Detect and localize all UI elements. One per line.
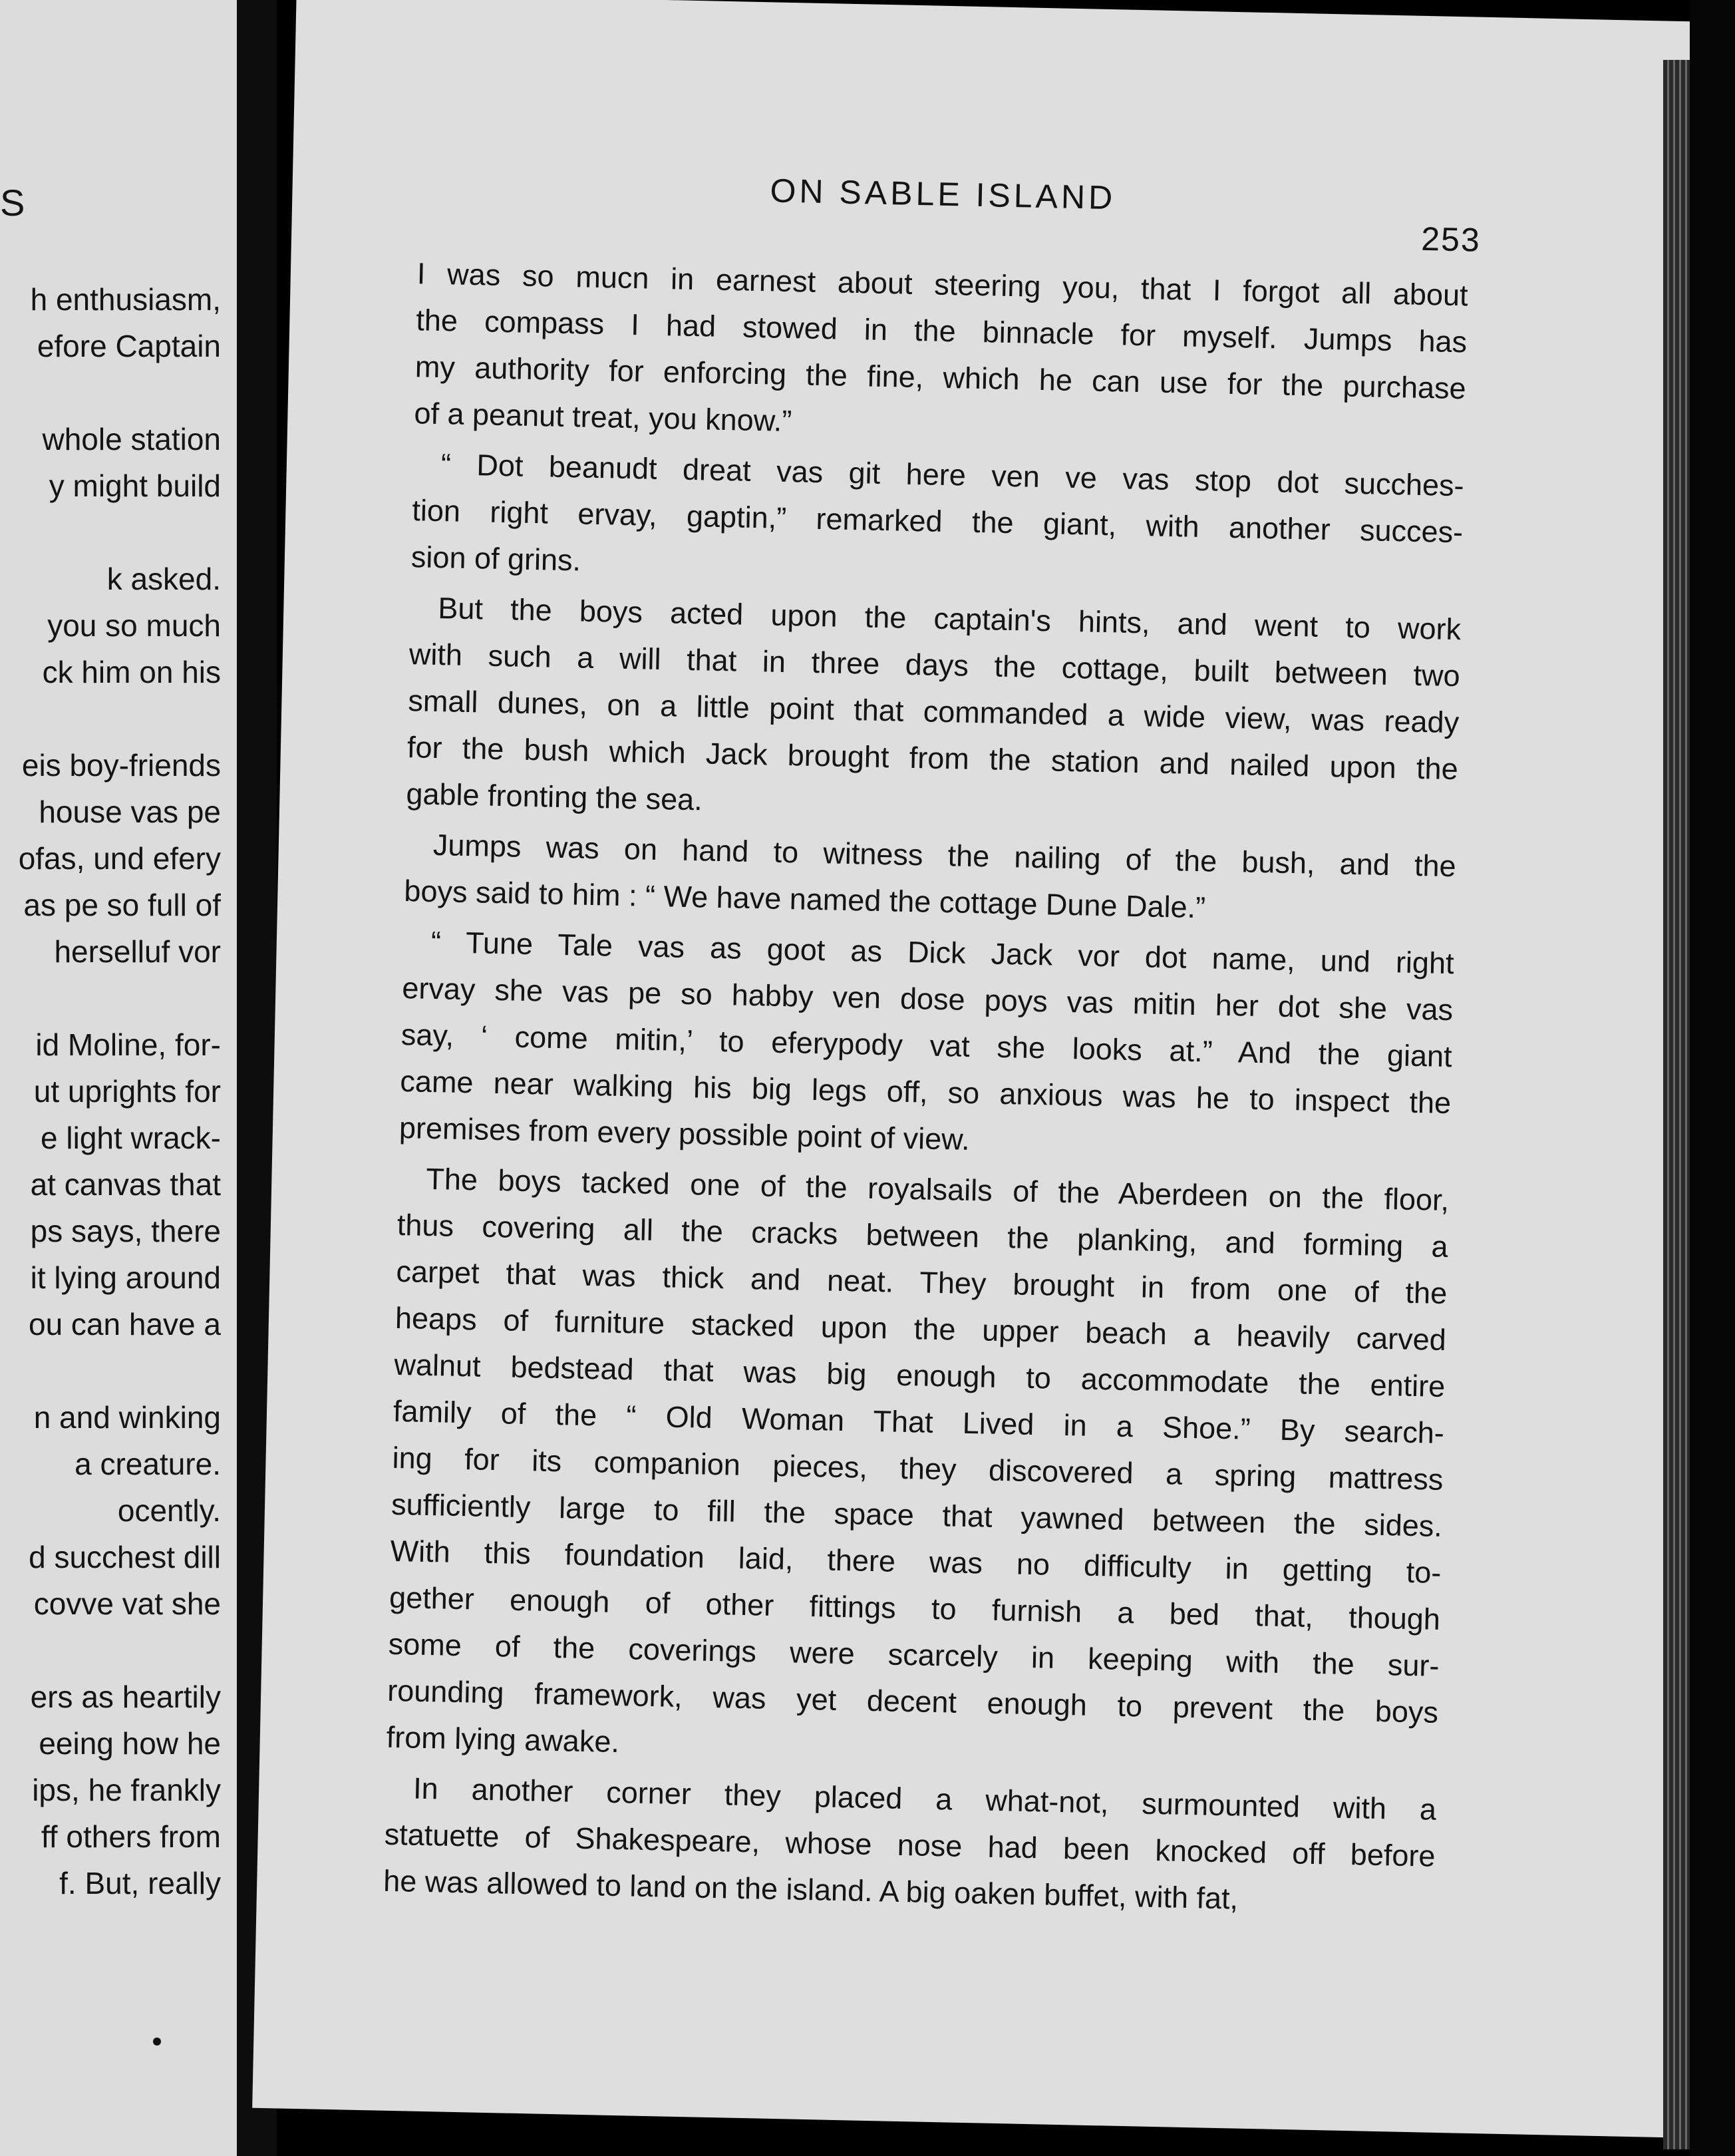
left-text-line: e light wrack- — [41, 1121, 221, 1155]
text-line: tion right ervay, gaptin,” remarked the giant, with another succes- — [411, 493, 1464, 550]
left-text-line: n and winking — [33, 1400, 221, 1435]
text-line: he was allowed to land on the island. A big oaken buffet, with fat, — [383, 1863, 1239, 1916]
body-text — [383, 250, 1469, 1926]
left-text-line: house vas pe — [39, 795, 221, 829]
text-line: carpet that was thick and neat. They brought in from one of the — [395, 1254, 1448, 1311]
text-line: boys said to him : “ We have named the cottage Dune Dale.” — [403, 874, 1206, 925]
text-line: But the boys acted upon the captain's hints, and went to work — [437, 591, 1462, 647]
text-line: ing for its companion pieces, they discovered a spring mattress — [392, 1440, 1444, 1497]
text-line: premises from every possible point of view. — [398, 1110, 971, 1157]
left-running-head-fragment: S — [0, 182, 27, 224]
text-line: small dunes, on a little point that commanded a wide view, was ready — [407, 683, 1460, 740]
left-text-line: whole station — [42, 422, 221, 456]
left-text-line: ou can have a — [28, 1307, 221, 1342]
left-text-line: ofas, und efery — [18, 841, 221, 876]
left-text-line: y might build — [49, 468, 221, 503]
text-line: gable fronting the sea. — [406, 777, 703, 817]
text-line: of a peanut treat, you know.” — [414, 396, 792, 439]
left-text-line: ck him on his — [42, 655, 221, 689]
left-text-line: as pe so full of — [23, 888, 221, 922]
left-text-line — [0, 1627, 221, 1674]
text-line: I was so mucn in earnest about steering you, that I forgot all about — [416, 256, 1469, 313]
left-text-line — [0, 369, 221, 416]
running-head: ON SABLE ISLAND — [770, 172, 1116, 217]
text-line: “ Dot beanudt dreat vas git here ven ve vas stop dot sucches- — [440, 447, 1465, 503]
left-text-line — [0, 1348, 221, 1394]
text-line: heaps of furniture stacked upon the upper beach a heavily carved — [394, 1300, 1447, 1357]
left-text-line: ocently. — [117, 1493, 221, 1528]
left-text-line: covve vat she — [33, 1586, 221, 1621]
left-text-line: herselluf vor — [54, 934, 221, 969]
left-text-line: efore Captain — [37, 329, 221, 363]
left-text-line: a creature. — [75, 1447, 221, 1481]
left-text-line: h enthusiasm, — [30, 282, 221, 317]
ink-spot — [153, 2038, 161, 2046]
text-line: my authority for enforcing the fine, which he can use for the purchase — [414, 349, 1467, 406]
left-text-line: ff others from — [41, 1819, 221, 1854]
left-text-line — [0, 509, 221, 556]
text-line: say, ‘ come mitin,’ to eferypody vat she looks at.” And the giant — [400, 1017, 1453, 1074]
text-line: the compass I had stowed in the binnacle for myself. Jumps has — [415, 303, 1468, 359]
text-line: walnut bedstead that was big enough to accommodate the entire — [394, 1347, 1446, 1403]
text-line: sufficiently large to fill the space that yawned between the sides. — [391, 1487, 1443, 1543]
left-text-line: eeing how he — [39, 1726, 221, 1761]
text-line: ervay she vas pe so habby ven dose poys vas mitin her dot she vas — [401, 971, 1454, 1027]
text-line: family of the “ Old Woman That Lived in a Shoe.” By search- — [393, 1393, 1445, 1450]
left-text-line — [0, 695, 221, 742]
text-line: With this foundation laid, there was no difficulty in getting to- — [390, 1533, 1442, 1590]
left-page-fragment — [0, 0, 246, 2156]
text-line: with such a will that in three days the cottage, built between two — [408, 637, 1461, 693]
page-number: 253 — [1420, 220, 1482, 259]
text-line: The boys tacked one of the royalsails of the Aberdeen on the floor, — [425, 1161, 1450, 1218]
text-line: came near walking his big legs off, so anxious was he to inspect the — [399, 1063, 1452, 1121]
text-line: rounding framework, was yet decent enough to prevent the boys — [387, 1673, 1439, 1729]
left-text-line: you so much — [47, 608, 221, 643]
text-line: gether enough of other fittings to furnish a bed that, though — [389, 1580, 1441, 1636]
left-text-line — [0, 975, 221, 1021]
left-text-line: d succhest dill — [29, 1540, 221, 1574]
text-line: from lying awake. — [386, 1719, 620, 1759]
left-page-text — [0, 276, 221, 1906]
right-margin-shadow — [1690, 0, 1735, 2156]
text-line: sion of grins. — [410, 540, 581, 578]
main-page — [252, 0, 1713, 2137]
left-text-line: ers as heartily — [30, 1680, 221, 1714]
text-line: “ Tune Tale vas as goot as Dick Jack vor dot name, und right — [430, 924, 1455, 981]
left-text-line: ps says, there — [30, 1214, 221, 1248]
left-text-line: ut uprights for — [33, 1074, 221, 1109]
left-text-line: id Moline, for- — [35, 1027, 221, 1062]
text-line: Jumps was on hand to witness the nailing of the bush, and the — [432, 827, 1457, 884]
left-text-line: it lying around — [30, 1260, 221, 1295]
text-line: thus covering all the cracks between the planking, and forming a — [396, 1207, 1449, 1264]
left-text-line: eis boy-friends — [21, 748, 221, 783]
text-line: for the bush which Jack brought from the station and nailed upon the — [406, 730, 1459, 787]
text-line: In another corner they placed a what-not, surmounted with a — [412, 1771, 1437, 1827]
left-text-line: f. But, really — [59, 1866, 221, 1900]
text-line: statuette of Shakespeare, whose nose had been knocked off before — [384, 1817, 1436, 1873]
text-line: some of the coverings were scarcely in keeping with the sur- — [388, 1626, 1440, 1683]
left-text-line: at canvas that — [30, 1167, 221, 1202]
left-text-line: ips, he frankly — [32, 1773, 221, 1807]
left-text-line: k asked. — [106, 562, 221, 596]
